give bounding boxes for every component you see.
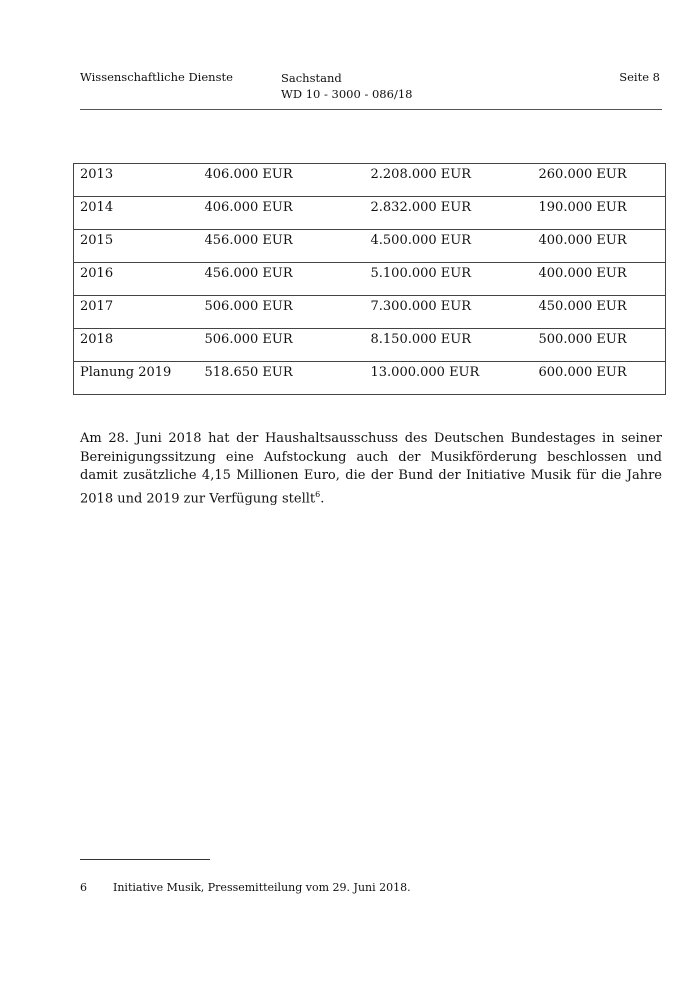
paragraph-end: . (320, 490, 325, 506)
header-document-number: WD 10 - 3000 - 086/18 (281, 87, 413, 101)
table-row (74, 164, 666, 197)
table-cell: 4.500.000 EUR (365, 230, 533, 263)
table-cell: 2017 (74, 296, 199, 329)
table-row (74, 197, 666, 230)
table-cell: 7.300.000 EUR (365, 296, 533, 329)
table-cell: 400.000 EUR (533, 230, 666, 263)
table-cell: Planung 2019 (74, 362, 199, 395)
table-cell: 2014 (74, 197, 199, 230)
table-cell: 506.000 EUR (199, 329, 365, 362)
table-cell: 2013 (74, 164, 199, 197)
table-row (74, 296, 666, 329)
table-cell: 13.000.000 EUR (365, 362, 533, 395)
footnote-reference[interactable]: 6 (315, 489, 321, 499)
table-cell: 406.000 EUR (199, 164, 365, 197)
page-number: Seite 8 (619, 70, 660, 84)
table-cell: 2016 (74, 263, 199, 296)
table-cell: 406.000 EUR (199, 197, 365, 230)
table-cell: 506.000 EUR (199, 296, 365, 329)
body-paragraph (80, 430, 662, 508)
table-cell: 500.000 EUR (533, 329, 666, 362)
table-cell: 518.650 EUR (199, 362, 365, 395)
table-cell: 190.000 EUR (533, 197, 666, 230)
table-cell: 456.000 EUR (199, 263, 365, 296)
footnote-divider (80, 859, 210, 860)
table-row (74, 263, 666, 296)
table-cell: 400.000 EUR (533, 263, 666, 296)
header-divider (80, 109, 662, 110)
table-cell: 600.000 EUR (533, 362, 666, 395)
footnote-text: Initiative Musik, Pressemitteilung vom 29. Juni 2018. (113, 881, 411, 894)
table-cell: 260.000 EUR (533, 164, 666, 197)
header-department: Wissenschaftliche Dienste (80, 70, 233, 84)
table-cell: 456.000 EUR (199, 230, 365, 263)
header-document-type: Sachstand (281, 71, 342, 85)
table-cell: 2018 (74, 329, 199, 362)
paragraph-text: Am 28. Juni 2018 hat der Haushaltsausschuss des Deutschen Bundestages in seiner Bereinigungssitzung eine Aufstockung auch der Musikförderung beschlossen und damit zusätzliche 4,15 Millionen Euro, die der Bund der Initiative Musik für die Jahre 2018 und 2019 zur Verfügung stellt (80, 431, 662, 506)
table-row (74, 329, 666, 362)
table-cell: 8.150.000 EUR (365, 329, 533, 362)
table-cell: 450.000 EUR (533, 296, 666, 329)
table-cell: 5.100.000 EUR (365, 263, 533, 296)
funding-table-body (74, 164, 666, 395)
table-cell: 2.832.000 EUR (365, 197, 533, 230)
table-cell: 2015 (74, 230, 199, 263)
footnote-number: 6 (80, 881, 87, 894)
table-row (74, 362, 666, 395)
header-document-info (281, 70, 412, 102)
table-row (74, 230, 666, 263)
table-cell: 2.208.000 EUR (365, 164, 533, 197)
funding-table (73, 163, 666, 395)
